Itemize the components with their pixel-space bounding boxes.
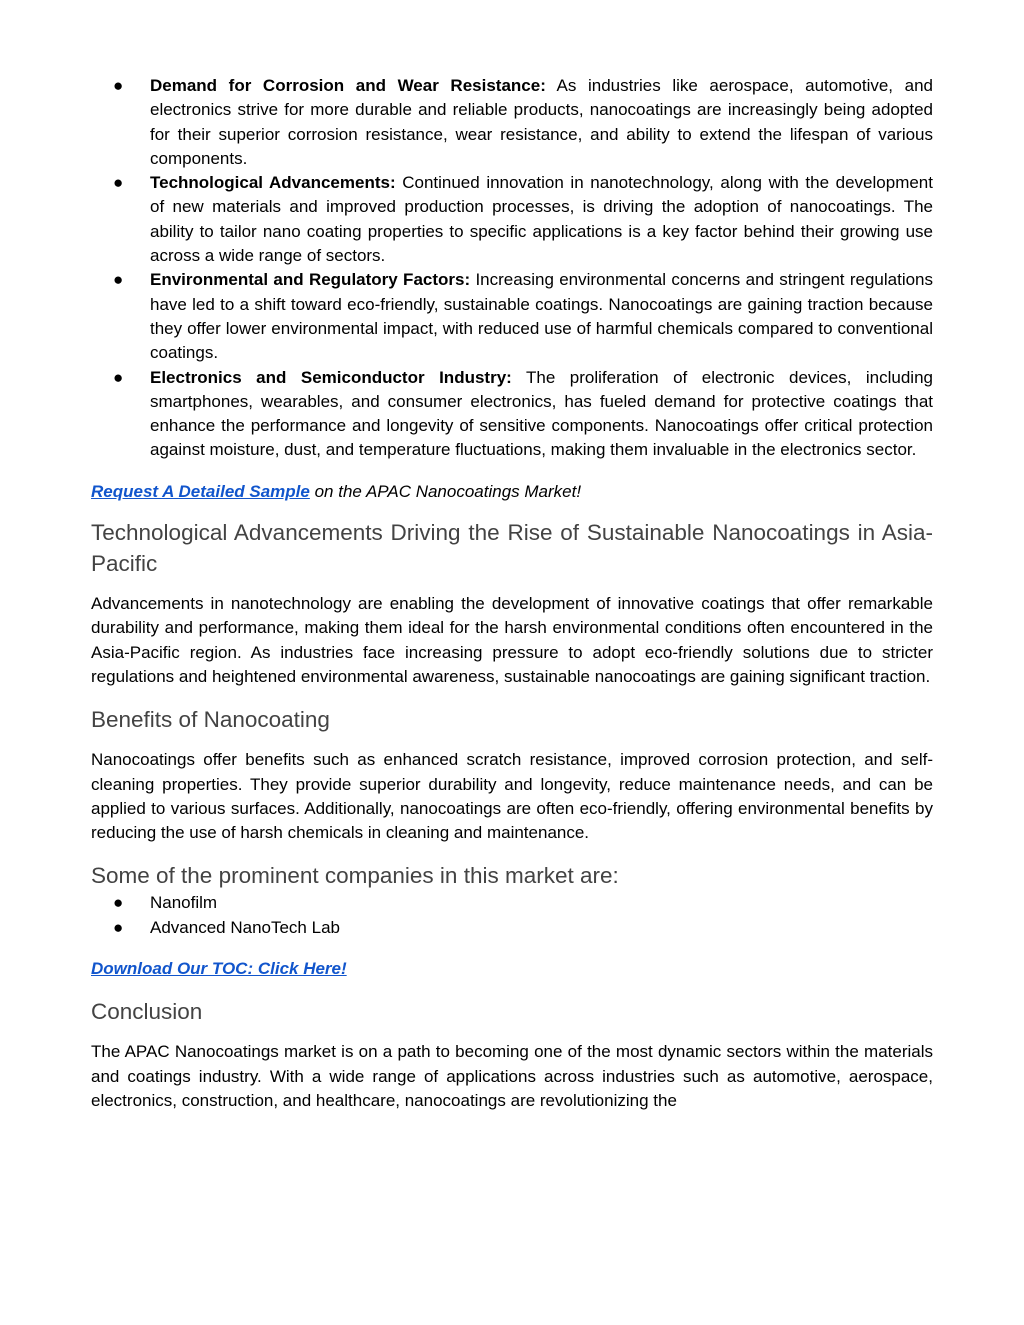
bullet-icon: ●	[113, 270, 124, 290]
list-item	[91, 366, 933, 463]
companies-list	[91, 891, 933, 940]
sample-request-line	[91, 480, 933, 504]
bullet-icon: ●	[113, 917, 124, 937]
document-page	[91, 74, 933, 1113]
bullet-title: Environmental and Regulatory Factors:	[150, 270, 471, 290]
list-item	[91, 171, 933, 268]
bullet-icon: ●	[113, 893, 124, 913]
list-item	[91, 74, 933, 171]
bullet-icon: ●	[113, 76, 124, 95]
bullet-text: Increasing environmental concerns and stringent regulations have led to a shift toward eco-friendly, sustainable coatings. Nanocoatings are gaining traction because they offer lower environmental impact, with reduced use of harmful chemicals compared to conventional coatings.	[150, 270, 933, 363]
toc-line	[91, 957, 933, 981]
section-body-benefits: Nanocoatings offer benefits such as enhanced scratch resistance, improved corrosion protection, and self-cleaning properties. They provide superior durability and longevity, reduce maintenance needs, and can be applied to various surfaces. Additionally, nanocoatings are often eco-friendly, offering environmental benefits by reducing the use of harsh chemicals in cleaning and maintenance.	[91, 750, 933, 843]
list-item	[91, 891, 933, 915]
bullet-text: The proliferation of electronic devices, including smartphones, wearables, and consumer electronics, has fueled demand for protective coatings that enhance the performance and longevity of sensitive components. Nanocoatings offer critical protection against moisture, dust, and temperature fluctuations, making them invaluable in the electronics sector.	[150, 367, 933, 460]
section-heading-conclusion: Conclusion	[91, 999, 203, 1025]
download-toc-link[interactable]: Download Our TOC: Click Here!	[91, 959, 347, 979]
section-heading-tech: Technological Advancements Driving the Rise of Sustainable Nanocoatings in Asia-Pacific	[91, 520, 933, 577]
bullet-icon: ●	[113, 367, 124, 387]
list-item	[91, 268, 933, 365]
bullet-text: Continued innovation in nanotechnology, along with the development of new materials and improved production processes, is driving the adoption of nanocoatings. The ability to tailor nano coating properties to specific applications is a key factor behind their growing use across a wide range of sectors.	[150, 173, 933, 266]
section-body-tech: Advancements in nanotechnology are enabling the development of innovative coatings that offer remarkable durability and performance, making them ideal for the harsh environmental conditions often encountered in the Asia-Pacific region. As industries face increasing pressure to adopt eco-friendly solutions due to stricter regulations and heightened environmental awareness, sustainable nanocoatings are gaining significant traction.	[91, 594, 933, 686]
section-body-conclusion: The APAC Nanocoatings market is on a path to becoming one of the most dynamic sectors within the materials and coatings industry. With a wide range of applications across industries such as automotive, aerospace, electronics, construction, and healthcare, nanocoatings are revolutionizing the	[91, 1042, 933, 1110]
company-name: Nanofilm	[150, 893, 218, 913]
bullet-title: Demand for Corrosion and Wear Resistance:	[150, 76, 546, 95]
bullet-title: Electronics and Semiconductor Industry:	[150, 367, 512, 387]
bullet-icon: ●	[113, 173, 124, 193]
section-heading-companies: Some of the prominent companies in this market are:	[91, 863, 619, 889]
request-sample-link[interactable]: Request A Detailed Sample	[91, 481, 310, 501]
sample-link-suffix: on the APAC Nanocoatings Market!	[309, 481, 582, 501]
bullet-title: Technological Advancements:	[150, 173, 396, 193]
drivers-list	[91, 74, 933, 463]
list-item	[91, 916, 933, 940]
section-heading-benefits: Benefits of Nanocoating	[91, 707, 330, 733]
company-name: Advanced NanoTech Lab	[150, 917, 340, 937]
bullet-text: As industries like aerospace, automotive, and electronics strive for more durable and reliable products, nanocoatings are increasingly being adopted for their superior corrosion resistance, wear resistance, and ability to extend the lifespan of various components.	[150, 76, 933, 168]
